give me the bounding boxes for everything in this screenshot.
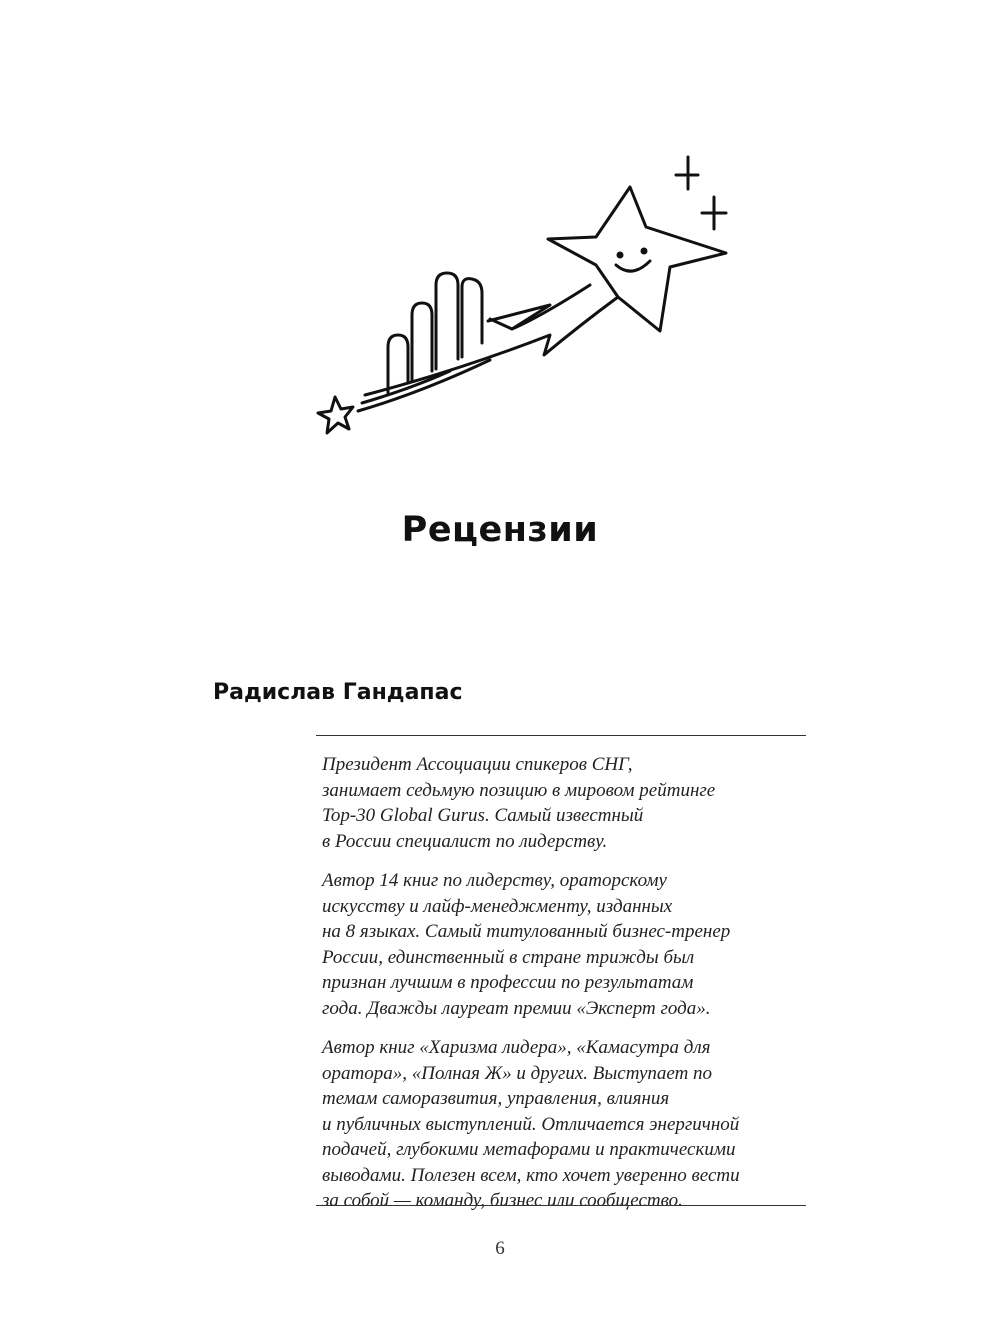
page-number: 6: [495, 1238, 505, 1259]
star-eye-icon: [618, 253, 622, 257]
bio-line: за собой — команду, бизнес или сообщество.: [322, 1190, 683, 1211]
star-smile-icon: [616, 261, 650, 271]
bio-line: на 8 языках. Самый титулованный бизнес-тренер: [322, 921, 731, 942]
big-star-icon: [548, 187, 726, 331]
bio-paragraph: [322, 868, 817, 1021]
reviewer-name: Радислав Гандапас: [213, 680, 463, 705]
bio-line: Автор 14 книг по лидерству, ораторскому: [322, 870, 667, 891]
bio-line: искусству и лайф-менеджменту, изданных: [322, 895, 673, 917]
arrow-body-icon: [365, 297, 618, 395]
growth-chart-star-illustration: [300, 145, 740, 445]
bio-line: России, единственный в стране трижды был: [322, 946, 695, 968]
reviewer-bio: [322, 752, 817, 1228]
bio-paragraph: [322, 1035, 817, 1214]
bio-paragraph: [322, 752, 817, 854]
bar-medium-icon: [412, 303, 432, 381]
bio-line: подачей, глубокими метафорами и практическими: [322, 1139, 736, 1160]
bio-line: темам саморазвития, управления, влияния: [322, 1088, 670, 1109]
bar-tallest-icon: [462, 279, 482, 357]
bio-line: и публичных выступлений. Отличается энергичной: [322, 1113, 740, 1135]
divider-top: [316, 735, 806, 736]
sparkle-icon: [676, 157, 698, 189]
page-title: Рецензии: [401, 510, 599, 550]
star-eye-icon: [642, 249, 646, 253]
sparkle-icon: [702, 197, 726, 229]
bio-line: Президент Ассоциации спикеров СНГ,: [322, 754, 633, 775]
bio-line: Top-30 Global Gurus. Самый известный: [322, 805, 644, 826]
bio-line: признан лучшим в профессии по результатам: [322, 972, 694, 993]
arrow-wing-icon: [512, 285, 590, 329]
bio-line: года. Дважды лауреат премии «Эксперт года».: [322, 997, 711, 1019]
trail-line-icon: [358, 360, 490, 411]
bio-line: оратора», «Полная Ж» и других. Выступает по: [322, 1062, 713, 1084]
growth-chart-star-icon: [300, 145, 740, 445]
bio-line: в России специалист по лидерству.: [322, 830, 608, 852]
small-star-icon: [318, 397, 353, 433]
bio-line: занимает седьмую позицию в мировом рейтинге: [322, 779, 716, 801]
bar-large-icon: [436, 273, 458, 369]
bio-line: выводами. Полезен всем, кто хочет уверенно вести: [322, 1164, 740, 1186]
divider-bottom: [316, 1205, 806, 1206]
bio-line: Автор книг «Харизма лидера», «Камасутра для: [322, 1037, 711, 1058]
